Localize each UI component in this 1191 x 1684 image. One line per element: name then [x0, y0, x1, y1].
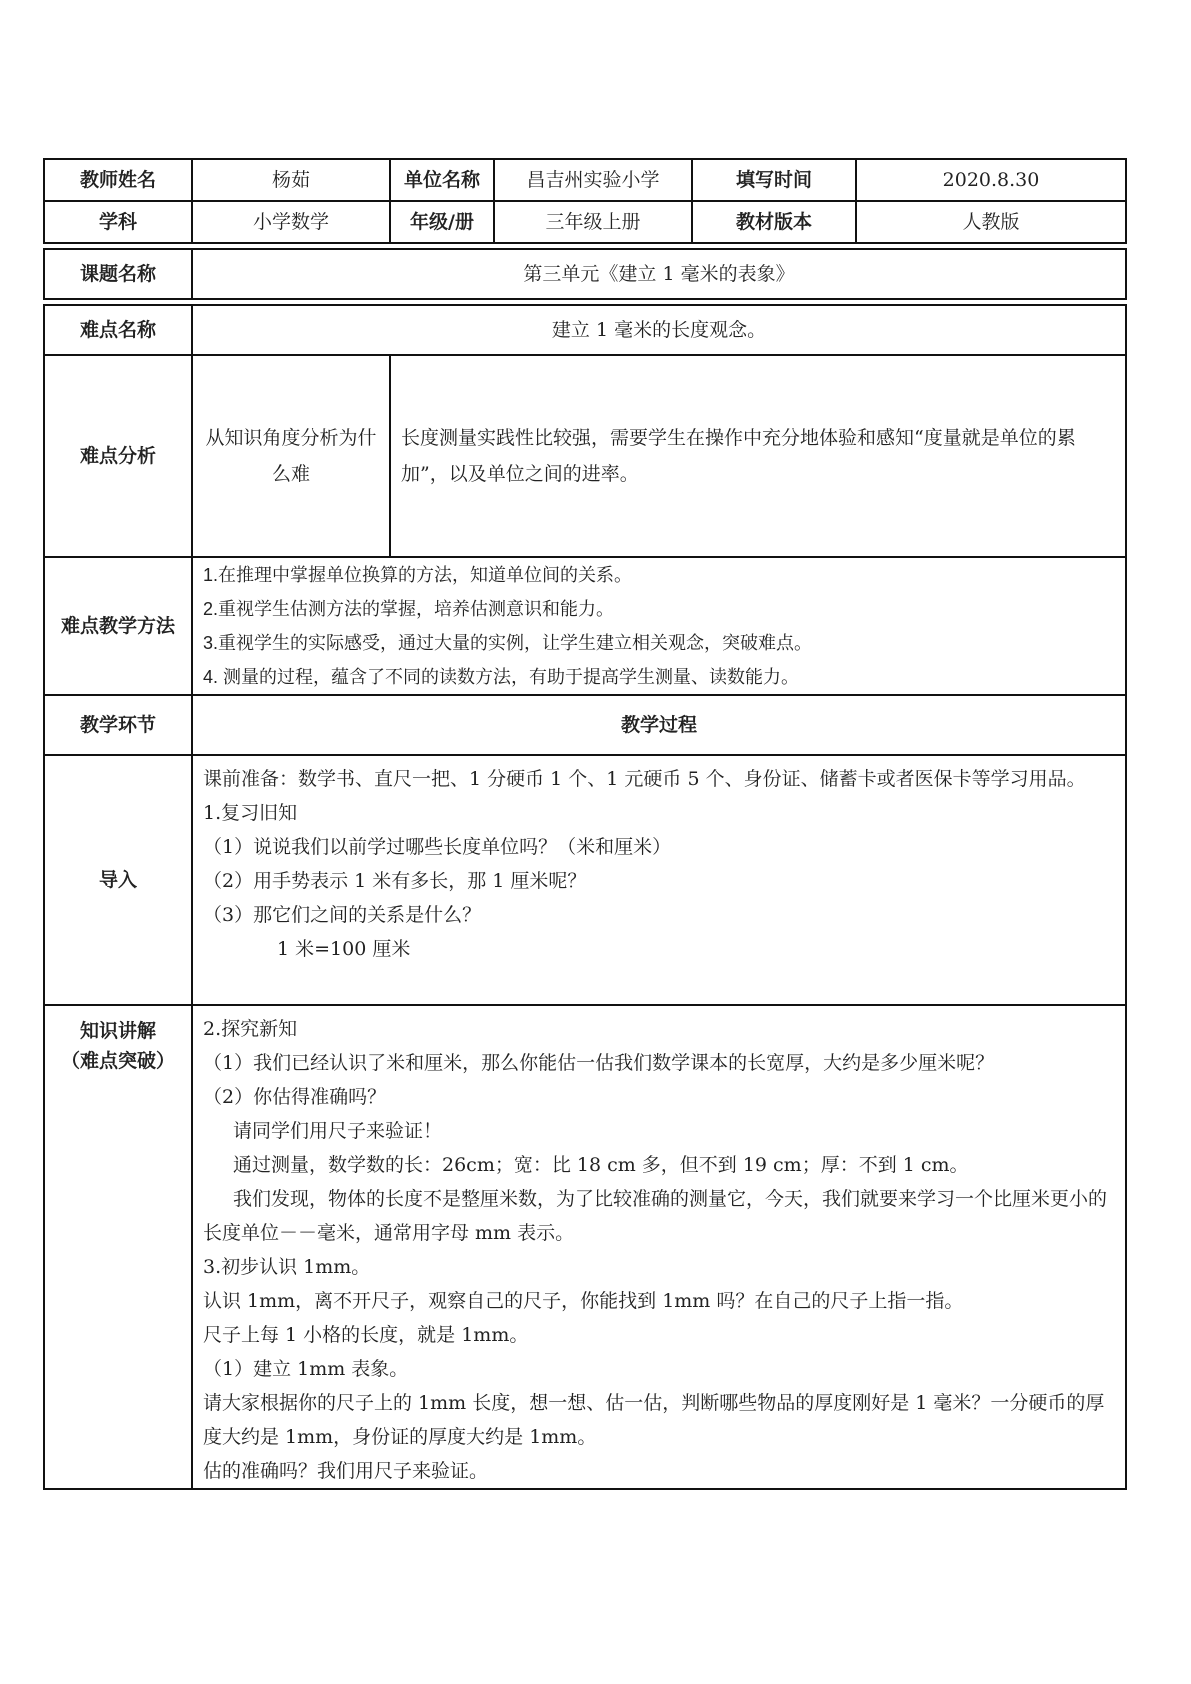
- knowledge-line: 尺子上每 1 小格的长度，就是 1mm。: [203, 1324, 529, 1346]
- grade-value: 三年级上册: [494, 201, 692, 243]
- knowledge-line: 2.探究新知: [203, 1018, 298, 1040]
- intro-line: 1.复习旧知: [203, 802, 298, 824]
- edition-value: 人教版: [856, 201, 1126, 243]
- difficulty-row: [44, 305, 1126, 355]
- unit-label: 单位名称: [390, 159, 494, 201]
- unit-value: 昌吉州实验小学: [494, 159, 692, 201]
- header-row-1: [44, 159, 1126, 201]
- stage-label: 教学环节: [44, 695, 192, 755]
- knowledge-line: 通过测量，数学数的长：26cm；宽：比 18 cm 多，但不到 19 cm；厚：不到 1 cm。: [233, 1154, 969, 1176]
- analysis-text: 长度测量实践性比较强，需要学生在操作中充分地体验和感知“度量就是单位的累加”，以及单位之间的进率。: [390, 355, 1126, 557]
- intro-line: 课前准备：数学书、直尺一把、1 分硬币 1 个、1 元硬币 5 个、身份证、储蓄卡或者医保卡等学习用品。: [203, 768, 1086, 790]
- intro-line: （1）说说我们以前学过哪些长度单位吗？（米和厘米）: [203, 836, 672, 858]
- knowledge-content: [192, 1005, 1126, 1489]
- methods-label: 难点教学方法: [44, 557, 192, 695]
- knowledge-line: 估的准确吗？我们用尺子来验证。: [203, 1460, 489, 1482]
- knowledge-line: 我们发现，物体的长度不是整厘米数，为了比较准确的测量它，今天，我们就要来学习一个比厘米更小的长度单位－－毫米，通常用字母 mm 表示。: [203, 1188, 1108, 1244]
- method-item: 1.在推理中掌握单位换算的方法，知道单位间的关系。: [203, 565, 633, 585]
- analysis-row: [44, 355, 1126, 557]
- analysis-sub-label: 从知识角度分析为什么难: [192, 355, 390, 557]
- difficulty-value: 建立 1 毫米的长度观念。: [192, 305, 1126, 355]
- intro-row: [44, 755, 1126, 1005]
- grade-label: 年级/册: [390, 201, 494, 243]
- topic-row: [44, 249, 1126, 299]
- knowledge-label: [44, 1005, 192, 1489]
- teacher-label: 教师姓名: [44, 159, 192, 201]
- methods-list: [192, 557, 1126, 695]
- intro-line: （2）用手势表示 1 米有多长，那 1 厘米呢？: [203, 870, 587, 892]
- teacher-value: 杨茹: [192, 159, 390, 201]
- intro-line: （3）那它们之间的关系是什么？: [203, 904, 482, 926]
- knowledge-line: 认识 1mm，离不开尺子，观察自己的尺子，你能找到 1mm 吗？在自己的尺子上指一指。: [203, 1290, 964, 1312]
- time-value: 2020.8.30: [856, 159, 1126, 201]
- topic-label: 课题名称: [44, 249, 192, 299]
- knowledge-line: （2）你估得准确吗？: [203, 1086, 387, 1108]
- knowledge-line: （1）我们已经认识了米和厘米，那么你能估一估我们数学课本的长宽厚，大约是多少厘米呢？: [203, 1052, 995, 1074]
- knowledge-line: 请大家根据你的尺子上的 1mm 长度，想一想、估一估，判断哪些物品的厚度刚好是 1 毫米？一分硬币的厚度大约是 1mm，身份证的厚度大约是 1mm。: [203, 1392, 1105, 1448]
- method-item: 4. 测量的过程，蕴含了不同的读数方法，有助于提高学生测量、读数能力。: [203, 667, 800, 687]
- method-item: 3.重视学生的实际感受，通过大量的实例，让学生建立相关观念，突破难点。: [203, 633, 813, 653]
- knowledge-line: （1）建立 1mm 表象。: [203, 1358, 409, 1380]
- edition-label: 教材版本: [692, 201, 856, 243]
- knowledge-label-line: （难点突破）: [60, 1050, 175, 1072]
- analysis-label: 难点分析: [44, 355, 192, 557]
- subject-label: 学科: [44, 201, 192, 243]
- time-label: 填写时间: [692, 159, 856, 201]
- knowledge-row: [44, 1005, 1126, 1489]
- difficulty-label: 难点名称: [44, 305, 192, 355]
- knowledge-line: 请同学们用尺子来验证！: [233, 1120, 443, 1142]
- knowledge-line: 3.初步认识 1mm。: [203, 1256, 371, 1278]
- lesson-plan-table: [43, 158, 1127, 1490]
- intro-content: [192, 755, 1126, 1005]
- method-item: 2.重视学生估测方法的掌握，培养估测意识和能力。: [203, 599, 615, 619]
- intro-label: 导入: [44, 755, 192, 1005]
- methods-row: [44, 557, 1126, 695]
- process-header-row: [44, 695, 1126, 755]
- topic-value: 第三单元《建立 1 毫米的表象》: [192, 249, 1126, 299]
- knowledge-label-line: 知识讲解: [79, 1020, 156, 1042]
- header-row-2: [44, 201, 1126, 243]
- intro-line: 1 米=100 厘米: [277, 938, 411, 960]
- subject-value: 小学数学: [192, 201, 390, 243]
- process-label: 教学过程: [192, 695, 1126, 755]
